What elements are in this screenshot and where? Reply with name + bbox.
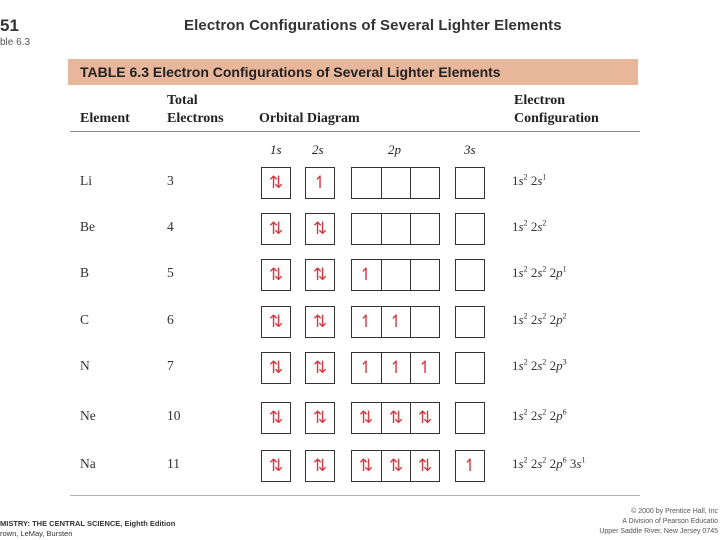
config-shell: 1 [512,173,519,189]
orbital-1s-arrow-icon: ⇅ [268,173,284,193]
orbital-2p-arrow-icon [410,214,439,244]
orbital-3s-arrow-icon [456,353,484,383]
orbital-2p-arrow-icon: ⇅ [381,403,410,433]
orbital-1s-box [261,167,291,199]
config-term [531,408,547,423]
config-subshell: s [518,265,524,281]
config-shell: 2 [530,408,538,424]
subshell-label-2p: 2p [388,142,401,157]
orbital-3s-box [455,213,485,245]
config-subshell: p [556,312,563,328]
header-element: Element [80,111,130,126]
config-shell: 2 [530,456,538,472]
footer-rule [70,495,640,496]
orbital-2p-arrow-icon: ↿ [358,265,374,285]
element-symbol: Ne [80,408,96,423]
orbital-2p-arrow-icon [410,260,439,290]
orbital-2p-arrow-icon: ⇅ [381,451,410,481]
electron-configuration [512,173,546,189]
config-subshell: s [518,173,524,189]
config-count: 2 [523,358,528,367]
slide-number: 51 [0,16,19,35]
config-term [531,219,547,234]
orbital-1s-arrow-icon: ⇅ [268,219,284,239]
orbital-1s-arrow-icon: ⇅ [268,408,284,428]
config-shell: 2 [530,173,538,189]
config-term [512,265,528,280]
orbital-2s-arrow-icon: ↿ [312,173,328,193]
footer-address: Upper Saddle River, New Jersey 0745 [599,528,718,535]
footer-division: A Division of Pearson Educatio [622,518,718,525]
config-count: 2 [523,173,528,182]
orbital-1s-box [261,450,291,482]
config-term [570,456,586,471]
config-shell: 2 [549,408,557,424]
orbital-1s-box [261,352,291,384]
total-electrons: 10 [167,408,181,423]
orbital-2s-box [305,306,335,338]
config-term [550,456,567,471]
footer-copyright: © 2000 by Prentice Hall, Inc [631,508,718,515]
electron-configuration [512,265,567,281]
config-term [550,312,567,327]
config-count: 3 [562,358,567,367]
subshell-label-2s: 2s [312,142,324,157]
config-count: 2 [523,219,528,228]
orbital-2s-box [305,259,335,291]
total-electrons: 7 [167,358,174,373]
orbital-3s-arrow-icon [456,168,484,198]
electron-configuration [512,219,546,235]
footer-authors: rown, LeMay, Bursten [0,529,73,538]
config-count: 1 [542,173,547,182]
config-count: 2 [542,219,547,228]
orbital-3s-box [455,167,485,199]
config-term [531,312,547,327]
config-shell: 2 [530,358,538,374]
orbital-1s-arrow-icon: ⇅ [268,358,284,378]
element-symbol: C [80,312,90,327]
config-subshell: s [518,312,524,328]
config-count: 2 [523,312,528,321]
orbital-2p-arrow-icon [381,214,410,244]
orbital-2s-arrow-icon: ⇅ [312,312,328,332]
config-shell: 2 [549,265,557,281]
config-term [550,408,567,423]
config-subshell: s [518,219,524,235]
orbital-2p-arrow-icon: ⇅ [358,456,374,476]
config-count: 2 [542,265,547,274]
header-config-line1: Electron [514,93,566,108]
orbital-1s-arrow-icon: ⇅ [268,312,284,332]
orbital-2s-box [305,450,335,482]
config-subshell: s [518,358,524,374]
orbital-2p-arrow-icon: ↿ [358,312,374,332]
config-shell: 1 [512,265,519,281]
config-count: 2 [542,456,547,465]
orbital-1s-box [261,306,291,338]
config-term [512,408,528,423]
orbital-2s-arrow-icon: ⇅ [312,408,328,428]
config-shell: 2 [530,219,538,235]
orbital-2p-arrow-icon [410,168,439,198]
config-term [512,173,528,188]
orbital-3s-box [455,259,485,291]
total-electrons: 6 [167,312,174,327]
config-term [512,456,528,471]
orbital-2s-box [305,402,335,434]
element-symbol: Be [80,219,95,234]
slide-title: Electron Configurations of Several Lighter Elements [184,17,562,34]
element-symbol: B [80,265,90,280]
orbital-2s-box [305,352,335,384]
orbital-1s-arrow-icon: ⇅ [268,456,284,476]
config-subshell: s [537,408,543,424]
config-count: 6 [562,408,567,417]
orbital-2p-arrow-icon: ↿ [358,358,374,378]
config-subshell: s [537,358,543,374]
orbital-2p-arrow-icon: ⇅ [410,403,439,433]
orbital-1s-box [261,402,291,434]
config-count: 2 [523,265,528,274]
subshell-label-1s: 1s [270,142,282,157]
element-symbol: Li [80,173,92,188]
orbital-2p-box [351,450,440,482]
slide-subtitle: ble 6.3 [0,37,31,48]
config-shell: 1 [512,358,519,374]
orbital-2p-box [351,306,440,338]
orbital-2s-box [305,213,335,245]
config-subshell: p [556,358,563,374]
config-shell: 1 [512,219,519,235]
electron-configuration [512,456,585,472]
config-subshell: s [537,219,543,235]
orbital-2p-arrow-icon [410,307,439,337]
config-term [531,456,547,471]
orbital-1s-arrow-icon: ⇅ [268,265,284,285]
config-subshell: s [537,312,543,328]
electron-configuration [512,408,567,424]
config-shell: 1 [512,312,519,328]
orbital-2s-arrow-icon: ⇅ [312,219,328,239]
orbital-3s-arrow-icon: ↿ [462,456,478,476]
total-electrons: 5 [167,265,174,280]
footer-book-title: MISTRY: THE CENTRAL SCIENCE, Eighth Edition [0,519,176,528]
orbital-2p-arrow-icon: ⇅ [410,451,439,481]
config-term [512,219,528,234]
orbital-3s-arrow-icon [456,260,484,290]
config-count: 2 [562,312,567,321]
orbital-2p-arrow-icon: ↿ [381,353,410,383]
config-count: 6 [562,456,567,465]
config-count: 2 [542,312,547,321]
config-shell: 2 [549,456,557,472]
orbital-3s-arrow-icon [456,403,484,433]
orbital-2p-box [351,259,440,291]
header-total-line2: Electrons [167,111,224,126]
orbital-3s-arrow-icon [456,307,484,337]
electron-configuration [512,312,567,328]
config-shell: 2 [549,358,557,374]
config-count: 2 [542,358,547,367]
config-subshell: s [518,408,524,424]
orbital-3s-arrow-icon [456,214,484,244]
config-term [531,358,547,373]
orbital-2s-arrow-icon: ⇅ [312,358,328,378]
orbital-3s-box [455,352,485,384]
config-shell: 2 [549,312,557,328]
config-term [550,265,567,280]
orbital-2p-arrow-icon: ⇅ [358,408,374,428]
orbital-3s-box [455,402,485,434]
config-shell: 1 [512,456,519,472]
orbital-2s-arrow-icon: ⇅ [312,265,328,285]
total-electrons: 4 [167,219,174,234]
header-config-line2: Configuration [514,111,599,126]
config-subshell: s [537,173,543,189]
config-count: 1 [581,456,586,465]
element-symbol: Na [80,456,96,471]
config-shell: 2 [530,265,538,281]
orbital-2p-box [351,167,440,199]
subshell-label-3s: 3s [464,142,476,157]
header-total-line1: Total [167,93,198,108]
orbital-2p-arrow-icon [381,168,410,198]
table-caption: TABLE 6.3 Electron Configurations of Several Lighter Elements [80,64,501,80]
orbital-1s-box [261,259,291,291]
orbital-2s-arrow-icon: ⇅ [312,456,328,476]
config-subshell: s [537,456,543,472]
orbital-2p-box [351,213,440,245]
orbital-2s-box [305,167,335,199]
config-shell: 2 [530,312,538,328]
total-electrons: 11 [167,456,180,471]
orbital-2p-arrow-icon: ↿ [410,353,439,383]
electron-configuration [512,358,567,374]
config-term [550,358,567,373]
config-shell: 3 [569,456,577,472]
config-term [531,173,547,188]
config-subshell: p [556,456,563,472]
orbital-2p-arrow-icon [352,214,380,244]
total-electrons: 3 [167,173,174,188]
header-orbital-diagram: Orbital Diagram [259,111,360,126]
config-term [531,265,547,280]
orbital-2p-arrow-icon: ↿ [381,307,410,337]
config-term [512,312,528,327]
config-shell: 1 [512,408,519,424]
config-subshell: s [537,265,543,281]
orbital-2p-arrow-icon [352,168,380,198]
config-subshell: p [556,265,563,281]
config-subshell: s [518,456,524,472]
orbital-3s-box [455,450,485,482]
config-count: 2 [542,408,547,417]
element-symbol: N [80,358,90,373]
config-count: 2 [523,456,528,465]
orbital-1s-box [261,213,291,245]
orbital-2p-box [351,352,440,384]
orbital-2p-box [351,402,440,434]
config-subshell: s [576,456,582,472]
config-count: 1 [562,265,567,274]
config-subshell: p [556,408,563,424]
header-rule [70,131,640,132]
config-count: 2 [523,408,528,417]
config-term [512,358,528,373]
orbital-2p-arrow-icon [381,260,410,290]
orbital-3s-box [455,306,485,338]
